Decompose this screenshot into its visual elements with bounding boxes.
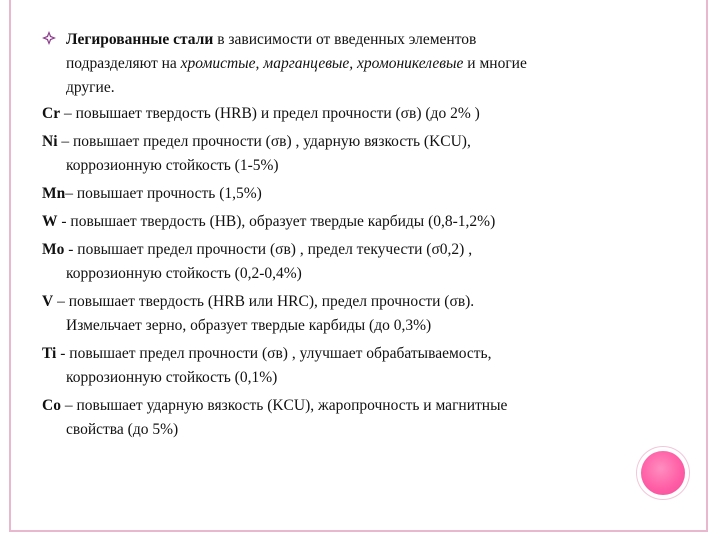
element-symbol: Cr bbox=[42, 105, 61, 122]
element-symbol: Mo bbox=[42, 241, 65, 258]
element-item-cr bbox=[42, 102, 642, 126]
element-symbol: Ni bbox=[42, 133, 58, 150]
element-item-v bbox=[42, 290, 642, 338]
element-symbol: Ti bbox=[42, 345, 57, 362]
element-item-mn bbox=[42, 182, 642, 206]
element-desc: – повышает ударную вязкость (KCU), жаропрочность и магнитные bbox=[60, 397, 508, 414]
intro-types: хромистые, марганцевые, хромоникелевые bbox=[180, 55, 464, 72]
intro-text-2b: и многие bbox=[463, 55, 527, 72]
intro-text-2a: подразделяют на bbox=[66, 55, 181, 72]
element-item-mo bbox=[42, 238, 642, 286]
intro-paragraph bbox=[42, 28, 642, 100]
intro-term: Легированные стали bbox=[66, 31, 214, 48]
element-desc: - повышает предел прочности (σв) , улучшает обрабатываемость, bbox=[56, 345, 492, 362]
element-desc: – повышает предел прочности (σв) , ударную вязкость (KCU), bbox=[57, 133, 471, 150]
slide-content bbox=[42, 28, 642, 446]
element-desc: – повышает прочность (1,5%) bbox=[65, 185, 262, 202]
element-desc: - повышает твердость (HB), образует твердые карбиды (0,8-1,2%) bbox=[57, 213, 496, 230]
element-desc-cont: коррозионную стойкость (0,2-0,4%) bbox=[66, 265, 302, 282]
element-item-ti bbox=[42, 342, 642, 390]
element-symbol: W bbox=[42, 213, 58, 230]
element-symbol: Mn bbox=[42, 185, 66, 202]
element-desc-cont: коррозионную стойкость (0,1%) bbox=[66, 369, 278, 386]
element-desc-cont: коррозионную стойкость (1-5%) bbox=[66, 157, 279, 174]
diamond-bullet-icon bbox=[42, 31, 56, 45]
intro-line-2 bbox=[66, 52, 642, 76]
intro-line-3: другие. bbox=[66, 79, 115, 96]
element-item-w bbox=[42, 210, 642, 234]
element-desc: - повышает предел прочности (σв) , предел текучести (σ0,2) , bbox=[64, 241, 473, 258]
element-symbol: V bbox=[42, 293, 54, 310]
element-desc: – повышает твердость (HRB) и предел прочности (σв) (до 2% ) bbox=[60, 105, 480, 122]
element-item-ni bbox=[42, 130, 642, 178]
element-desc-cont: Измельчает зерно, образует твердые карбиды (до 0,3%) bbox=[66, 317, 432, 334]
intro-text-1: в зависимости от введенных элементов bbox=[213, 31, 477, 48]
element-desc: – повышает твердость (HRB или HRC), предел прочности (σв). bbox=[53, 293, 475, 310]
intro-line-1 bbox=[66, 28, 642, 52]
element-item-co bbox=[42, 394, 642, 442]
decorative-circle bbox=[641, 451, 685, 495]
element-desc-cont: свойства (до 5%) bbox=[66, 421, 179, 438]
element-symbol: Co bbox=[42, 397, 61, 414]
